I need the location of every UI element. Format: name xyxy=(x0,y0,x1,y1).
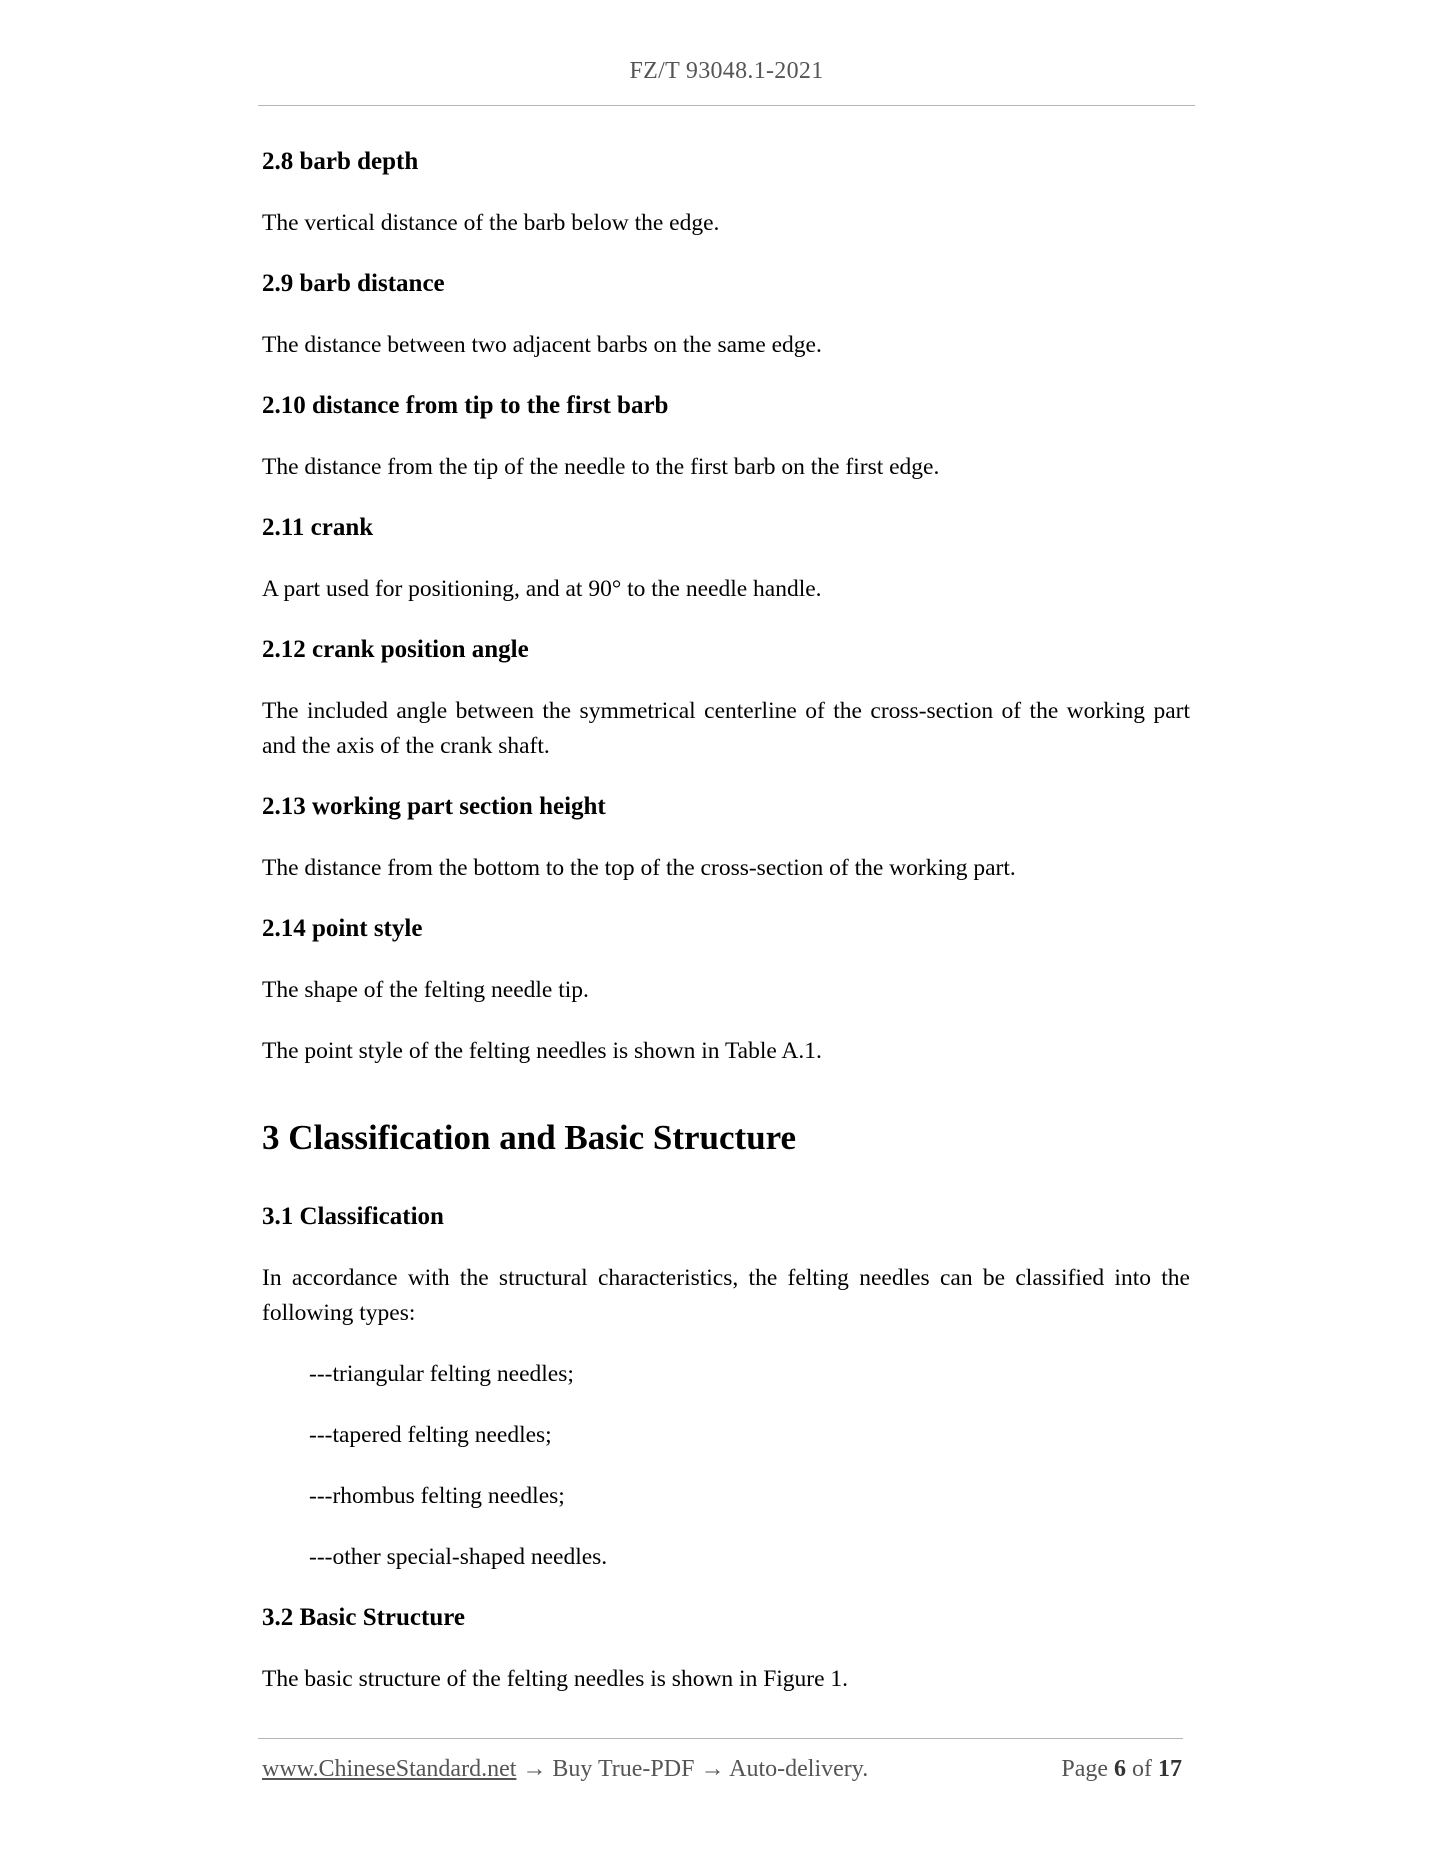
site-link[interactable]: www.ChineseStandard.net xyxy=(262,1756,517,1782)
of-label: of xyxy=(1132,1756,1152,1782)
subsection-3-1-intro: In accordance with the structural characteristics, the felting needles can be classified into the following types: xyxy=(262,1265,1190,1326)
term-definition-2-14: The shape of the felting needle tip. xyxy=(262,977,589,1003)
footer-promo xyxy=(262,1756,868,1783)
term-heading-2-9: 2.9 barb distance xyxy=(262,270,445,297)
document-code-header: FZ/T 93048.1-2021 xyxy=(629,58,824,84)
term-heading-2-14: 2.14 point style xyxy=(262,915,423,942)
term-definition-2-9: The distance between two adjacent barbs on the same edge. xyxy=(262,332,822,358)
list-item: ---tapered felting needles; xyxy=(309,1422,552,1448)
term-heading-2-8: 2.8 barb depth xyxy=(262,148,419,175)
term-definition-2-13: The distance from the bottom to the top of the cross-section of the working part. xyxy=(262,855,1016,881)
page-label: Page xyxy=(1061,1756,1108,1782)
term-definition-2-10: The distance from the tip of the needle to the first barb on the first edge. xyxy=(262,454,940,480)
list-item: ---other special-shaped needles. xyxy=(309,1544,608,1570)
current-page-number: 6 xyxy=(1114,1756,1126,1782)
arrow-right-icon: → xyxy=(522,1756,547,1782)
auto-delivery-text: Auto-delivery. xyxy=(729,1756,869,1782)
subsection-3-2-text: The basic structure of the felting needles is shown in Figure 1. xyxy=(262,1666,849,1692)
term-heading-2-12: 2.12 crank position angle xyxy=(262,636,529,663)
term-heading-2-13: 2.13 working part section height xyxy=(262,793,606,820)
header-divider xyxy=(258,105,1195,106)
subsection-3-1-heading: 3.1 Classification xyxy=(262,1203,444,1230)
term-definition-2-11: A part used for positioning, and at 90° to the needle handle. xyxy=(262,576,822,602)
arrow-right-icon: → xyxy=(700,1756,725,1782)
total-page-count: 17 xyxy=(1158,1756,1182,1782)
term-definition-2-12: The included angle between the symmetrical centerline of the cross-section of the working part and the axis of the crank shaft. xyxy=(262,698,1190,759)
term-note-2-14: The point style of the felting needles is shown in Table A.1. xyxy=(262,1038,822,1064)
term-heading-2-10: 2.10 distance from tip to the first barb xyxy=(262,392,669,419)
list-item: ---triangular felting needles; xyxy=(309,1361,574,1387)
term-heading-2-11: 2.11 crank xyxy=(262,514,374,541)
section-3-title: 3 Classification and Basic Structure xyxy=(262,1118,797,1157)
page-body xyxy=(262,145,1190,1723)
buy-pdf-text: Buy True-PDF xyxy=(552,1756,695,1782)
page-number xyxy=(1061,1756,1182,1783)
footer-divider xyxy=(258,1738,1183,1739)
term-definition-2-8: The vertical distance of the barb below the edge. xyxy=(262,210,720,236)
list-item: ---rhombus felting needles; xyxy=(309,1483,565,1509)
subsection-3-2-heading: 3.2 Basic Structure xyxy=(262,1604,465,1631)
